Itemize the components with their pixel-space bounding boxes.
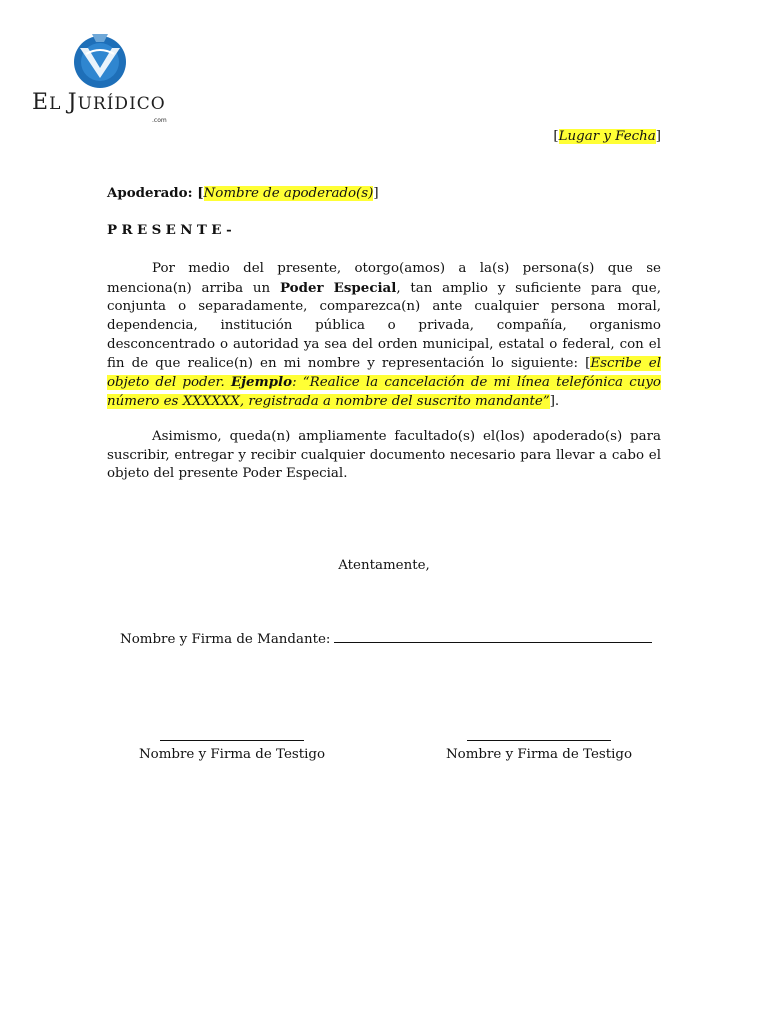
witness-signature-line: [160, 723, 304, 741]
recipient-label: Apoderado:: [107, 185, 198, 201]
logo: [18, 18, 180, 134]
object-placeholder: Escribe el objeto del poder. Ejemplo: “Realice la cancelación de mi línea telefónica cuyo número es XXXXXX, registrada a nombre del suscrito mandante”: [107, 355, 661, 409]
recipient-line: Apoderado: [Nombre de apoderado(s)]: [107, 185, 379, 201]
closing: Atentamente,: [338, 558, 430, 573]
mandante-signature-label: Nombre y Firma de Mandante:: [120, 632, 331, 647]
greeting: PRESENTE-: [107, 222, 237, 238]
paragraph-1: Por medio del presente, otorgo(amos) a la(s) persona(s) que se menciona(n) arriba un Poder Especial, tan amplio y suficiente para que, conjunta o separadamente, comparezca(n) ante cualquier persona moral, dependencia, institución pública o privada, compañía, organismo desconcentrado o autoridad ya sea del orden municipal, estatal o federal, con el fin de que realice(n) en mi nombre y representación lo siguiente: [Escribe el objeto del poder. Ejemplo: “Realice la cancelación de mi línea telefónica cuyo número es XXXXXX, registrada a nombre del suscrito mandante”].: [107, 261, 661, 409]
witness-signature-2: [439, 723, 639, 762]
witness-signature-1: [132, 723, 332, 762]
recipient-placeholder: Nombre de apoderado(s): [203, 186, 374, 201]
paragraph-2: Asimismo, queda(n) ampliamente facultado(s) el(los) apoderado(s) para suscribir, entregar y recibir cualquier documento necesario para llevar a cabo el objeto del presente Poder Especial.: [107, 429, 661, 482]
place-date: [Lugar y Fecha]: [553, 129, 661, 144]
logo-suffix: .com: [152, 117, 167, 124]
witness-signature-line: [467, 723, 611, 741]
logo-emblem-icon: [68, 28, 132, 92]
mandante-signature-line: [334, 642, 652, 643]
place-date-placeholder: Lugar y Fecha: [558, 129, 656, 144]
mandante-signature: [120, 632, 652, 647]
witness-signature-label: Nombre y Firma de Testigo: [445, 747, 633, 762]
logo-wordmark: EL JURÍDICO: [32, 90, 166, 115]
poder-especial-bold: Poder Especial: [279, 279, 397, 296]
witness-signature-label: Nombre y Firma de Testigo: [138, 747, 326, 762]
